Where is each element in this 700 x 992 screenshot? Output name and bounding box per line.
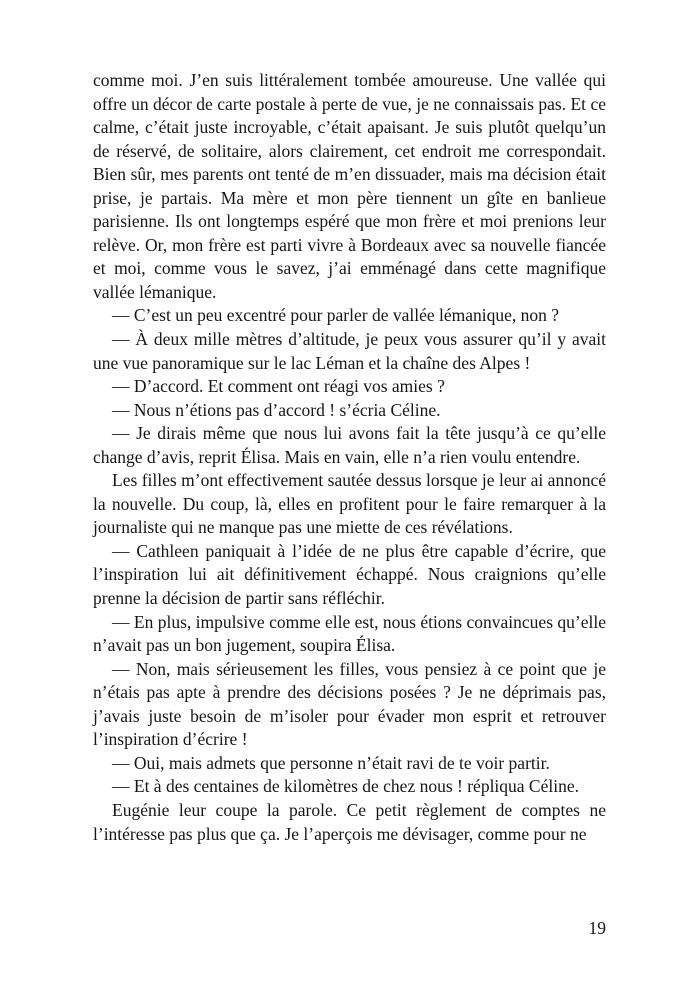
paragraph: — C’est un peu excentré pour parler de vallée lémanique, non ? (112, 305, 560, 326)
body-text (93, 69, 606, 846)
paragraph: — Nous n’étions pas d’accord ! s’écria Céline. (112, 399, 441, 420)
paragraph: — Et à des centaines de kilomètres de chez nous ! répliqua Céline. (112, 776, 579, 797)
paragraph: — Non, mais sérieusement les filles, vous pensiez à ce point que je n’étais pas apte à prendre des décisions posées ? Je ne déprimais pas, j’avais juste besoin de m’isoler pour évader mon esprit et retrouver l’inspiration d’écrire ! (93, 658, 606, 750)
page-number: 19 (588, 918, 606, 938)
paragraph: — Je dirais même que nous lui avons fait la tête jusqu’à ce qu’elle change d’avis, reprit Élisa. Mais en vain, elle n’a rien voulu entendre. (93, 423, 606, 467)
paragraph: comme moi. J’en suis littéralement tombée amoureuse. Une vallée qui offre un décor de carte postale à perte de vue, je ne connaissais pas. Et ce calme, c’était juste incroyable, c’était apaisant. Je suis plutôt quelqu’un de réservé, de solitaire, alors clairement, cet endroit me correspondait. Bien sûr, mes parents ont tenté de m’en dissuader, mais ma décision était prise, je partais. Ma mère et mon père tiennent un gîte en banlieue parisienne. Ils ont longtemps espéré que mon frère et moi prenions leur relève. Or, mon frère est parti vivre à Bordeaux avec sa nouvelle fiancée et moi, comme vous le savez, j’ai emménagé dans cette magnifique vallée lémanique. (93, 70, 606, 302)
paragraph: — Oui, mais admets que personne n’était ravi de te voir partir. (112, 752, 550, 773)
paragraph: — En plus, impulsive comme elle est, nous étions convaincues qu’elle n’avait pas un bon jugement, soupira Élisa. (93, 611, 606, 656)
paragraph: Eugénie leur coupe la parole. Ce petit règlement de comptes ne l’intéresse pas plus que ça. Je l’aperçois me dévisager, comme pour ne (93, 799, 606, 844)
paragraph: — Cathleen paniquait à l’idée de ne plus être capable d’écrire, que l’inspiration lui ait définitivement échappé. Nous craignions qu’elle prenne la décision de partir sans réfléchir. (93, 540, 606, 609)
paragraph: Les filles m’ont effectivement sautée dessus lorsque je leur ai annoncé la nouvelle. Du coup, là, elles en profitent pour le faire remarquer à la journaliste qui ne manque pas une miette de ces révélations. (93, 470, 606, 538)
paragraph: — D’accord. Et comment ont réagi vos amies ? (112, 376, 445, 397)
paragraph: — À deux mille mètres d’altitude, je peux vous assurer qu’il y avait une vue panoramique sur le lac Léman et la chaîne des Alpes ! (93, 329, 606, 373)
